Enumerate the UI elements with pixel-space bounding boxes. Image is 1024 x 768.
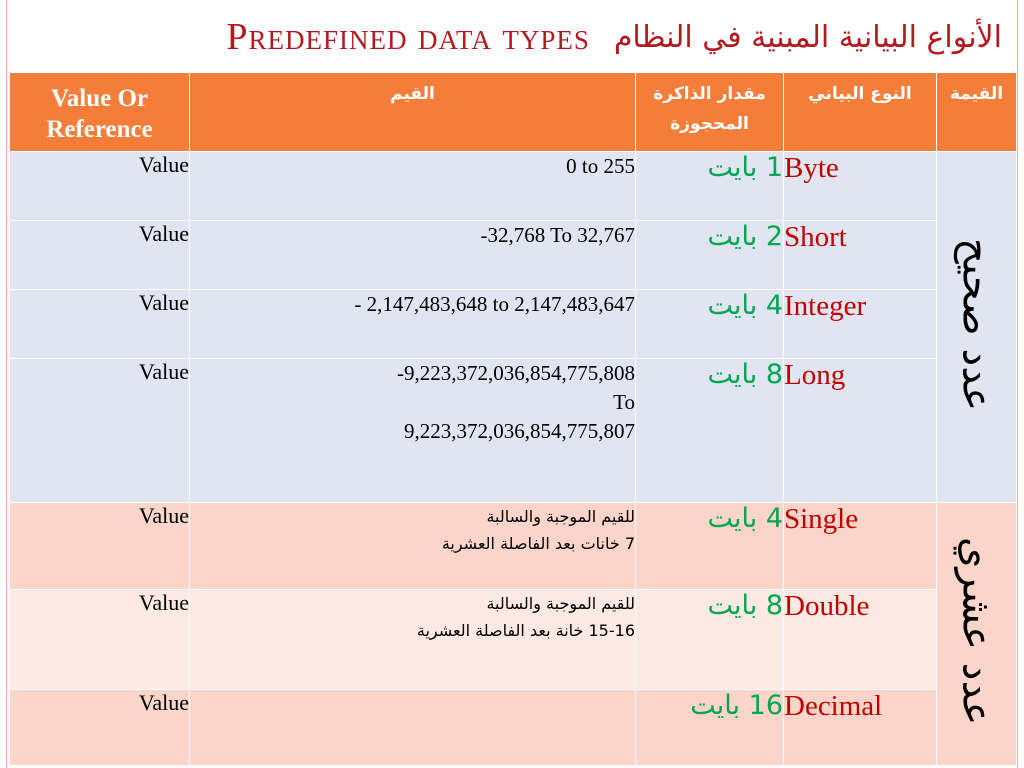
range-cell [190, 359, 636, 503]
reference-cell: Value [10, 152, 190, 221]
type-cell: Byte [784, 152, 937, 221]
group-integer-label: عدد صحيح [953, 237, 1000, 412]
range-cell: - 2,147,483,648 to 2,147,483,647 [190, 290, 636, 359]
range-line: للقيم الموجبة والسالبة [486, 507, 635, 526]
header-category: القيمة [937, 73, 1017, 152]
range-line: To [613, 390, 635, 414]
group-integer-cell [937, 152, 1017, 503]
table-row [10, 690, 1017, 766]
right-border-line [1017, 0, 1018, 768]
table-row [10, 503, 1017, 590]
range-line: 9,223,372,036,854,775,807 [404, 419, 635, 443]
left-border-line [6, 0, 7, 768]
memory-cell: 1 بايت [636, 152, 784, 221]
memory-cell: 8 بايت [636, 359, 784, 503]
type-cell: Short [784, 221, 937, 290]
type-cell: Decimal [784, 690, 937, 766]
slide-title [20, 8, 1002, 66]
memory-cell: 4 بايت [636, 503, 784, 590]
range-cell [190, 590, 636, 690]
range-line: 15-16 خانة بعد الفاصلة العشرية [416, 621, 635, 640]
header-type: النوع البياني [784, 73, 937, 152]
type-cell: Double [784, 590, 937, 690]
title-arabic: الأنواع البيانية المبنية في النظام [613, 19, 1002, 55]
reference-cell: Value [10, 221, 190, 290]
data-types-table [9, 72, 1017, 766]
table-row [10, 152, 1017, 221]
memory-cell: 16 بايت [636, 690, 784, 766]
group-decimal-cell [937, 503, 1017, 766]
reference-cell: Value [10, 503, 190, 590]
header-row [10, 73, 1017, 152]
range-line: للقيم الموجبة والسالبة [486, 594, 635, 613]
memory-cell: 2 بايت [636, 221, 784, 290]
range-cell: -32,768 To 32,767 [190, 221, 636, 290]
table-row [10, 290, 1017, 359]
group-decimal-label: عدد عشري [953, 537, 1000, 726]
memory-cell: 4 بايت [636, 290, 784, 359]
type-cell: Integer [784, 290, 937, 359]
range-line: -9,223,372,036,854,775,808 [397, 361, 635, 385]
range-cell: 0 to 255 [190, 152, 636, 221]
reference-cell: Value [10, 359, 190, 503]
range-line: 7 خانات بعد الفاصلة العشرية [441, 534, 635, 553]
table-row [10, 359, 1017, 503]
range-cell [190, 503, 636, 590]
reference-cell: Value [10, 590, 190, 690]
reference-cell: Value [10, 290, 190, 359]
title-english: Predefined data types [226, 16, 590, 58]
range-cell [190, 690, 636, 766]
type-cell: Single [784, 503, 937, 590]
type-cell: Long [784, 359, 937, 503]
memory-cell: 8 بايت [636, 590, 784, 690]
header-memory: مقدار الذاكرة المحجوزة [636, 73, 784, 152]
header-reference: Value Or Reference [10, 73, 190, 152]
table-row [10, 221, 1017, 290]
table-row [10, 590, 1017, 690]
reference-cell: Value [10, 690, 190, 766]
header-range: القيم [190, 73, 636, 152]
